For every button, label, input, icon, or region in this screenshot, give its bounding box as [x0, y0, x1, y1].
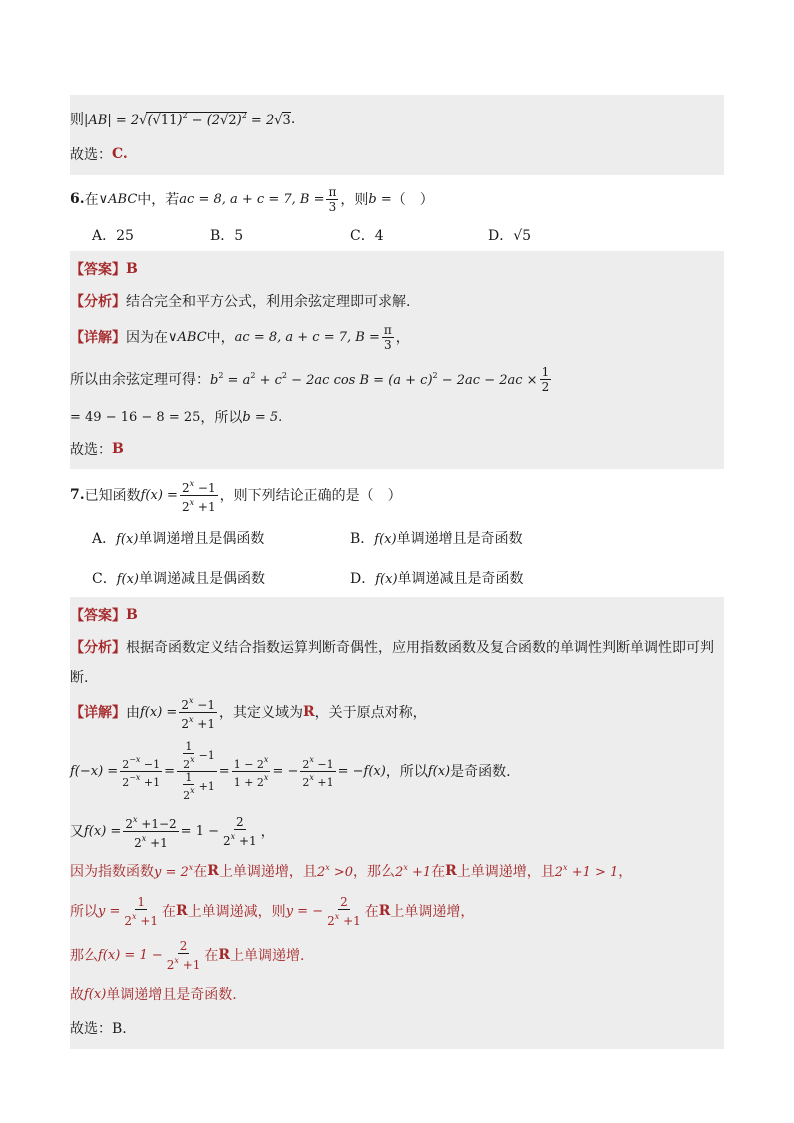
question-stem: 6. 在 ∨ABC 中，若 ac = 8, a + c = 7, B = $\frac{\pi}{3}$ ，则 b = （ ）: [70, 184, 434, 214]
detail-line-2: f(−x) = $\frac{2^{-x} -1}{2^{-x} +1}$ = $\frac{1}{2^x}$ −1 $\frac{1}{2^x}$ +1 = $\frac{1 - 2^x}{1 + 2^x}$ = − $\frac{2^x -1}{2^x +1}$ = −f(x) ，所以 f(x) 是奇函数.: [70, 739, 511, 802]
analysis-line-2: 断.: [70, 670, 89, 686]
option-b[interactable]: B．f(x)单调递增且是奇函数: [350, 531, 523, 547]
choice-line: 故选： C.: [70, 146, 128, 163]
analysis-line: 【分析】 结合完全和平方公式，利用余弦定理即可求解.: [70, 294, 411, 310]
detail-line-1: 【详解】 由 f(x) = $\frac{2^x -1}{2^x +1}$ ，其定义域为 R ，关于原点对称，: [70, 695, 427, 731]
question-7: [70, 469, 724, 597]
detail-line-7: 故 f(x) 单调递增且是奇函数.: [70, 986, 237, 1003]
option-c[interactable]: C．f(x)单调递减且是偶函数: [92, 571, 266, 587]
option-a[interactable]: A．f(x)单调递增且是偶函数: [92, 531, 265, 547]
solution-block-q7: [70, 597, 724, 1049]
analysis-line: 【分析】 根据奇函数定义结合指数运算判断奇偶性，应用指数函数及复合函数的单调性判断单调性即可判: [70, 640, 714, 656]
option-c[interactable]: C．4: [350, 228, 384, 244]
detail-line-2: 所以由余弦定理可得： $b^2 = a^2 + c^2 - 2ac$ $\cos B = (a + c)^2 - 2ac - 2ac$ × $\frac{1}{2}$: [70, 364, 550, 394]
options-row: [70, 219, 724, 251]
solution-line: 则 $|AB| = 2√(√11)^2 - (2√2)^2 = 2√3$ .: [70, 110, 296, 128]
question-stem: 7. 已知函数 f(x) = $\frac{2^x -1}{2^x +1}$ ，则下列结论正确的是（ ）: [70, 478, 402, 514]
option-d[interactable]: D．f(x)单调递减且是奇函数: [350, 571, 524, 587]
choice-line: 故选：B.: [70, 1021, 127, 1037]
detail-line-1: 【详解】 因为在 ∨ABC 中， ac = 8, a + c = 7, B = $\frac{\pi}{3}$ ，: [70, 322, 410, 352]
option-b[interactable]: B．5: [210, 228, 244, 244]
solution-block-q5: [70, 95, 724, 175]
option-d[interactable]: D．√5: [488, 228, 532, 244]
answer-line: 【答案】 B: [70, 261, 138, 278]
question-6: [70, 175, 724, 251]
detail-line-5: 所以 y = $\frac{1}{2^x +1}$ 在 R 上单调递减，则 y = − $\frac{2}{2^x +1}$ 在 R 上单调递增，: [70, 894, 475, 928]
detail-line-3: = 49 − 16 − 8 = 25 ，所以 b = 5.: [70, 409, 283, 426]
detail-line-6: 那么 f(x) = 1 − $\frac{2}{2^x +1}$ 在 R 上单调递增.: [70, 938, 305, 972]
detail-line-3: 又 f(x) = $\frac{2^x +1-2}{2^x +1}$ = 1 − $\frac{2}{2^x +1}$ ，: [70, 814, 275, 850]
ab-length-formula: $|AB| = 2√(√11)^2 - (2√2)^2 = 2√3$: [84, 110, 291, 128]
options-row-2: [70, 559, 724, 597]
detail-line-4: 因为指数函数 $y = 2^x$ 在 R 上单调递增，且 $2^x >0$ ，那么 $2^x +1$ 在 R 上单调递增，且 $2^x +1 > 1$ ，: [70, 862, 633, 880]
document-page: [70, 95, 724, 1049]
answer-line: 【答案】 B: [70, 607, 138, 624]
choice-line: 故选： B: [70, 441, 124, 458]
option-a[interactable]: A．25: [92, 228, 134, 244]
solution-block-q6: [70, 251, 724, 469]
options-row-1: [70, 517, 724, 559]
